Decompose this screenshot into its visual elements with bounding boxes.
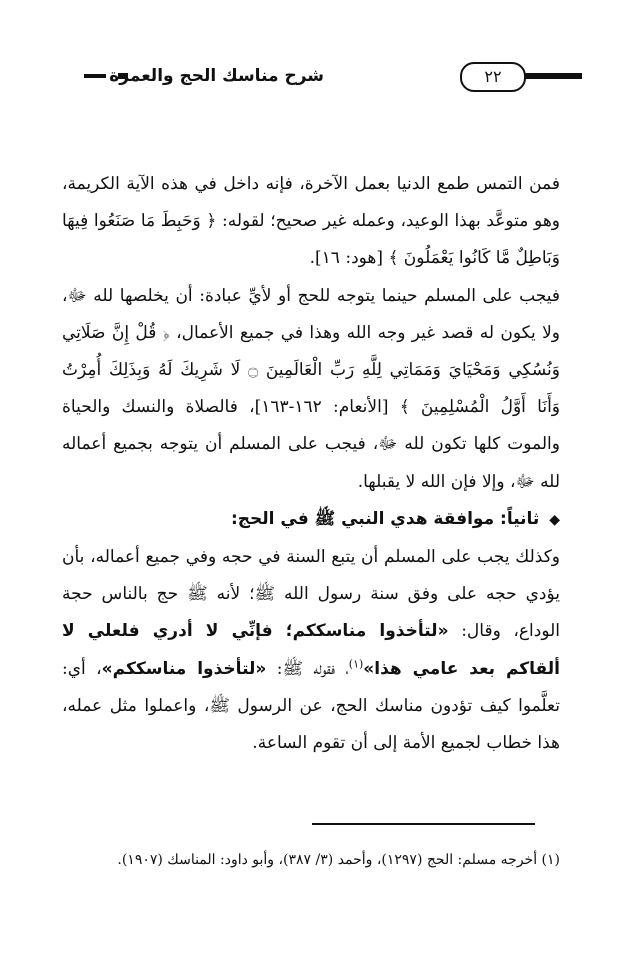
running-header <box>42 62 582 90</box>
running-title: شرح مناسك الحج والعمرة <box>128 64 330 88</box>
verse-ref-2: [الأنعام: ١٦٢-١٦٣]، <box>249 397 389 418</box>
p2-text-b: فالصلاة والنسك والحياة والموت كلها تكون لله ﷻ، فيجب على المسلم أن يتوجه بجميع أعماله لله ﷻ، وإلا فإن الله لا يقبلها. <box>62 397 560 492</box>
paragraph-2 <box>62 278 560 501</box>
verse-ref-1: [هود: ١٦]. <box>309 248 384 269</box>
quran-verse-2: ﴿ قُلْ إِنَّ صَلَاتِي وَنُسُكِي وَمَحْيَايَ وَمَمَاتِي لِلَّهِ رَبِّ الْعَالَمِينَ ۝ لَا شَرِيكَ لَهُ وَبِذَلِكَ أُمِرْتُ وَأَنَا أَوَّلُ الْمُسْلِمِينَ ﴾ <box>62 322 560 418</box>
section-heading <box>62 501 560 539</box>
quran-verse-1: ﴿ وَحَبِطَ مَا صَنَعُوا فِيهَا وَبَاطِلٌ مَّا كَانُوا يَعْمَلُونَ ﴾ <box>62 211 560 269</box>
footnote-marker: (١) <box>348 656 364 670</box>
main-text <box>62 166 560 762</box>
hadith-quote-1: «لتأخذوا مناسككم؛ فإنِّي لا أدري فلعلي لا ألقاكم بعد عامي هذا» <box>62 621 561 679</box>
p1-text: فمن التمس طمع الدنيا بعمل الآخرة، فإنه داخل في هذه الآية الكريمة، وهو متوعَّد بهذا الوعيد، وعمله غير صحيح؛ لقوله: <box>62 174 561 232</box>
p3-text-b: ، فقوله ﷺ: <box>276 658 349 679</box>
diamond-bullet-icon: ◆ <box>549 511 560 528</box>
heading-text: ثانياً: موافقة هدي النبي ﷺ في الحج: <box>230 508 540 529</box>
header-rule-right <box>522 73 582 79</box>
footnote: (١) أخرجه مسلم: الحج (١٢٩٧)، وأحمد (٣/ ٣٨٧)، وأبو داود: المناسك (١٩٠٧). <box>117 852 560 868</box>
p3-text-a: وكذلك يجب على المسلم أن يتبع السنة في حجه وفي جميع أعماله، بأن يؤدي حجه على وفق سنة رسول الله ﷺ؛ لأنه ﷺ حج بالناس حجة الوداع، وقال: <box>62 547 561 642</box>
header-dash <box>84 74 106 78</box>
hadith-quote-2: «لتأخذوا مناسككم» <box>101 658 267 679</box>
page-number: ٢٢ <box>460 62 526 92</box>
paragraph-1 <box>62 166 560 278</box>
paragraph-3 <box>62 539 560 762</box>
p3-text-c: ، أي: تعلَّموا كيف تؤدون مناسك الحج، عن الرسول ﷺ، واعملوا مثل عمله، هذا خطاب لجميع الأمة إلى أن تقوم الساعة. <box>62 658 560 754</box>
footnote-separator <box>312 823 535 825</box>
p2-text-a: فيجب على المسلم حينما يتوجه للحج أو لأيِّ عبادة: أن يخلصها لله ﷻ، ولا يكون له قصد غير وجه الله وهذا في جميع الأعمال، <box>62 285 560 343</box>
